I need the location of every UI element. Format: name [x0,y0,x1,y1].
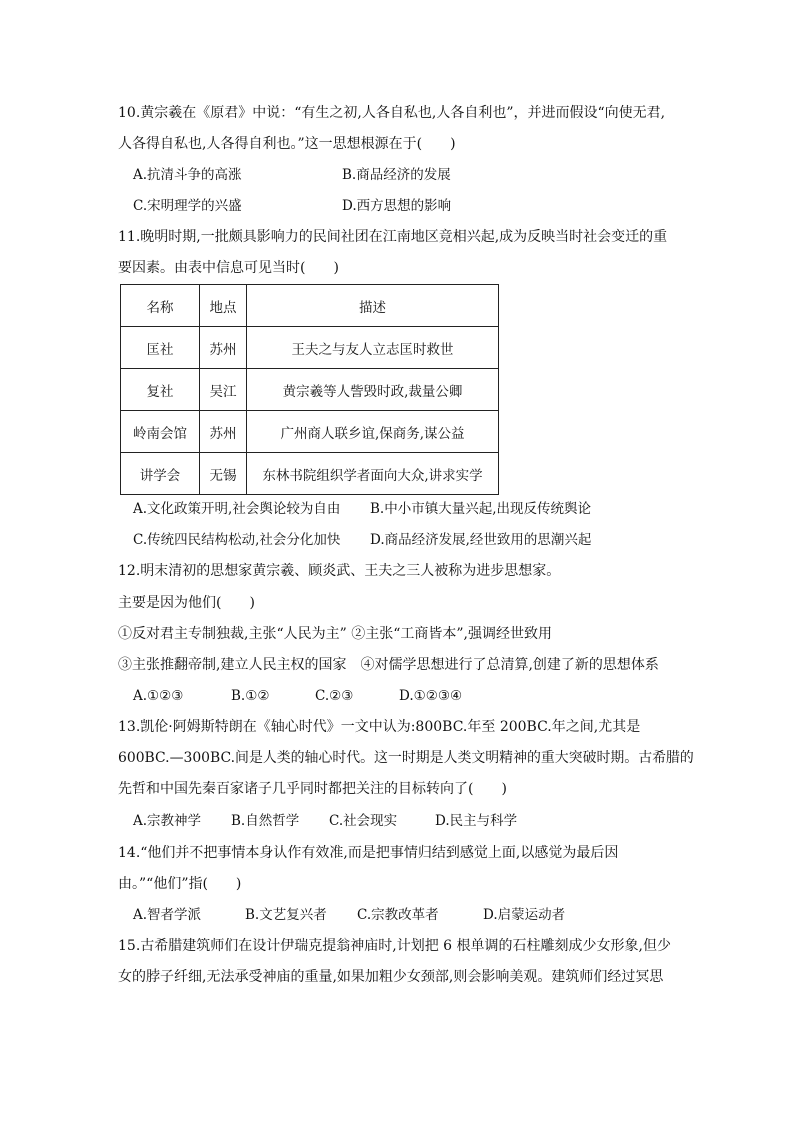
q11-stem-line1: 11.晚明时期,一批颇具影响力的民间社团在江南地区竞相兴起,成为反映当时社会变迁的重 [118,229,668,245]
table-cell: 东林书院组织学者面向大众,讲求实学 [247,453,499,495]
table-cell: 苏州 [200,411,247,453]
q11-option-a: A.文化政策开明,社会舆论较为自由 [133,501,341,517]
q14-stem-line2: 由。”“他们”指( ) [118,876,242,892]
q10-option-d: D.西方思想的影响 [342,198,452,214]
table-row [121,453,499,495]
q14-option-b: B.文艺复兴者 [245,907,327,923]
table-header-description: 描述 [247,285,499,327]
q10-option-b: B.商品经济的发展 [342,167,451,183]
q12-statement-line1: ①反对君主专制独裁,主张“人民为主” ②主张“工商皆本”,强调经世致用 [118,626,552,642]
table-cell: 王夫之与友人立志匡时救世 [247,327,499,369]
table-header-name: 名称 [121,285,200,327]
q15-stem-line2: 女的脖子纤细,无法承受神庙的重量,如果加粗少女颈部,则会影响美观。建筑师们经过冥思 [118,969,664,985]
q13-stem-line3: 先哲和中国先秦百家诸子几乎同时都把关注的目标转向了( ) [118,781,507,797]
q12-option-c: C.②③ [315,688,354,704]
table-cell: 无锡 [200,453,247,495]
table-cell: 广州商人联乡谊,保商务,谋公益 [247,411,499,453]
table-cell: 黄宗羲等人訾毁时政,裁量公卿 [247,369,499,411]
q14-stem-line1: 14.“他们并不把事情本身认作有效准,而是把事情归结到感觉上面,以感觉为最后因 [118,845,619,861]
table-cell: 苏州 [200,327,247,369]
q11-society-table [120,284,499,495]
table-header-row [121,285,499,327]
q13-stem-line2: 600BC.—300BC.间是人类的轴心时代。这一时期是人类文明精神的重大突破时期。古希腊的 [118,750,694,766]
q12-option-b: B.①② [231,688,270,704]
table-cell: 复社 [121,369,200,411]
q10-option-c: C.宋明理学的兴盛 [133,198,242,214]
q14-option-d: D.启蒙运动者 [483,907,566,923]
q14-option-a: A.智者学派 [133,907,202,923]
table-row [121,369,499,411]
q12-statement-line2: ③主张推翻帝制,建立人民主权的国家 ④对儒学思想进行了总清算,创建了新的思想体系 [118,657,659,673]
table-cell: 匡社 [121,327,200,369]
q11-stem-line2: 要因素。由表中信息可见当时( ) [118,260,339,276]
table-cell: 吴江 [200,369,247,411]
q12-option-a: A.①②③ [133,688,184,704]
q10-stem-line1: 10.黄宗羲在《原君》中说：“有生之初,人各自私也,人各自利也”，并进而假设“向使无君, [118,105,666,121]
q11-option-b: B.中小市镇大量兴起,出现反传统舆论 [370,501,592,517]
table-row [121,327,499,369]
q11-option-d: D.商品经济发展,经世致用的思潮兴起 [370,532,592,548]
q10-option-a: A.抗清斗争的高涨 [133,167,242,183]
table-header-place: 地点 [200,285,247,327]
q11-option-c: C.传统四民结构松动,社会分化加快 [133,532,341,548]
q13-stem-line1: 13.凯伦·阿姆斯特朗在《轴心时代》一文中认为:800BC.年至 200BC.年之间,尤其是 [118,719,641,735]
table-cell: 岭南会馆 [121,411,200,453]
q13-option-c: C.社会现实 [329,813,398,829]
q13-option-b: B.自然哲学 [231,813,300,829]
table-row [121,411,499,453]
q12-stem-line1: 12.明末清初的思想家黄宗羲、顾炎武、王夫之三人被称为进步思想家。 [118,563,561,579]
q13-option-d: D.民主与科学 [435,813,518,829]
q10-stem-line2: 人各得自私也,人各得自利也。”这一思想根源在于( ) [118,136,456,152]
q14-option-c: C.宗教改革者 [357,907,439,923]
q12-option-d: D.①②③④ [399,688,463,704]
q13-option-a: A.宗教神学 [133,813,202,829]
q12-stem-line2: 主要是因为他们( ) [118,595,255,611]
q15-stem-line1: 15.古希腊建筑师们在设计伊瑞克提翁神庙时,计划把 6 根单调的石柱雕刻成少女形象,但少 [118,938,671,954]
table-cell: 讲学会 [121,453,200,495]
